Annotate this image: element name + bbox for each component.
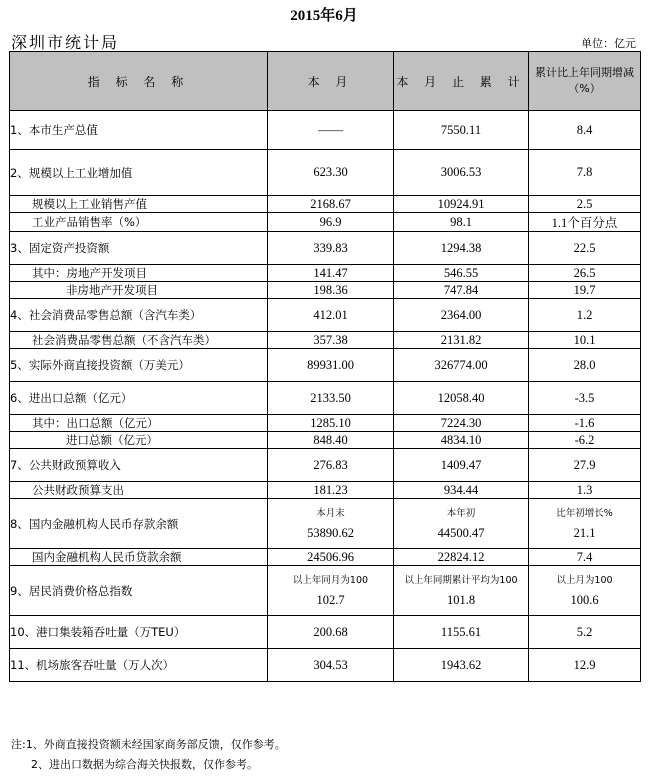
month-value: 200.68 bbox=[268, 616, 394, 649]
cumulative-value-number: 101.8 bbox=[446, 592, 476, 607]
change-value-sublabel: 比年初增长% bbox=[556, 507, 613, 519]
table-row bbox=[10, 482, 641, 499]
table-row bbox=[10, 265, 641, 282]
cumulative-value: 326774.00 bbox=[394, 349, 529, 382]
change-value: 26.5 bbox=[529, 265, 641, 282]
table-row bbox=[10, 549, 641, 566]
indicator-name: 4、社会消费品零售总额（含汽车类） bbox=[10, 299, 268, 332]
indicator-name: 规模以上工业销售产值 bbox=[10, 196, 268, 213]
month-value: —— bbox=[268, 111, 394, 150]
indicator-name: 11、机场旅客吞吐量（万人次） bbox=[10, 649, 268, 682]
month-value bbox=[268, 566, 394, 616]
unit-label: 单位：亿元 bbox=[581, 37, 636, 50]
table-row bbox=[10, 332, 641, 349]
col-header-cumulative: 本 月 止 累 计 bbox=[394, 52, 529, 111]
month-value: 2133.50 bbox=[268, 382, 394, 415]
indicator-name: 社会消费品零售总额（不含汽车类） bbox=[10, 332, 268, 349]
table-row bbox=[10, 382, 641, 415]
cumulative-value: 546.55 bbox=[394, 265, 529, 282]
indicator-name: 国内金融机构人民币贷款余额 bbox=[10, 549, 268, 566]
cumulative-value: 2131.82 bbox=[394, 332, 529, 349]
change-value: 2.5 bbox=[529, 196, 641, 213]
report-date-title: 2015年6月 bbox=[290, 8, 358, 24]
month-value: 89931.00 bbox=[268, 349, 394, 382]
change-value: -6.2 bbox=[529, 432, 641, 449]
month-value: 304.53 bbox=[268, 649, 394, 682]
change-value: 7.4 bbox=[529, 549, 641, 566]
table-row bbox=[10, 349, 641, 382]
col-header-indicator: 指 标 名 称 bbox=[10, 52, 268, 111]
month-value: 339.83 bbox=[268, 232, 394, 265]
month-value: 96.9 bbox=[268, 213, 394, 232]
month-value-sublabel: 以上年同月为100 bbox=[292, 574, 369, 586]
cumulative-value-number: 44500.47 bbox=[437, 525, 485, 540]
table-row bbox=[10, 232, 641, 265]
table-row bbox=[10, 150, 641, 196]
table-row bbox=[10, 499, 641, 549]
month-value: 623.30 bbox=[268, 150, 394, 196]
month-value-sublabel: 本月末 bbox=[316, 507, 345, 519]
indicator-name: 7、公共财政预算收入 bbox=[10, 449, 268, 482]
month-value: 141.47 bbox=[268, 265, 394, 282]
month-value: 2168.67 bbox=[268, 196, 394, 213]
month-value bbox=[268, 499, 394, 549]
cumulative-value: 4834.10 bbox=[394, 432, 529, 449]
table-row bbox=[10, 432, 641, 449]
change-value: 8.4 bbox=[529, 111, 641, 150]
change-value: 19.7 bbox=[529, 282, 641, 299]
table-row bbox=[10, 282, 641, 299]
change-value: 12.9 bbox=[529, 649, 641, 682]
table-row bbox=[10, 415, 641, 432]
indicator-name: 进口总额（亿元） bbox=[10, 432, 268, 449]
table-row bbox=[10, 449, 641, 482]
change-value: 27.9 bbox=[529, 449, 641, 482]
month-value-number: 53890.62 bbox=[307, 525, 354, 540]
change-value: -3.5 bbox=[529, 382, 641, 415]
indicator-name: 2、规模以上工业增加值 bbox=[10, 150, 268, 196]
table-row bbox=[10, 299, 641, 332]
footnote-2: 2、进出口数据为综合海关快报数，仅作参考。 bbox=[31, 758, 258, 771]
month-value: 848.40 bbox=[268, 432, 394, 449]
indicator-name: 工业产品销售率（%） bbox=[10, 213, 268, 232]
cumulative-value: 1294.38 bbox=[394, 232, 529, 265]
table-row bbox=[10, 649, 641, 682]
indicator-name: 其中：出口总额（亿元） bbox=[10, 415, 268, 432]
cumulative-value: 7224.30 bbox=[394, 415, 529, 432]
cumulative-value: 12058.40 bbox=[394, 382, 529, 415]
change-value: 1.3 bbox=[529, 482, 641, 499]
cumulative-value bbox=[394, 566, 529, 616]
indicator-name: 非房地产开发项目 bbox=[10, 282, 268, 299]
indicator-name: 10、港口集装箱吞吐量（万TEU） bbox=[10, 616, 268, 649]
month-value: 412.01 bbox=[268, 299, 394, 332]
indicator-name: 8、国内金融机构人民币存款余额 bbox=[10, 499, 268, 549]
change-value: -1.6 bbox=[529, 415, 641, 432]
cumulative-value: 2364.00 bbox=[394, 299, 529, 332]
change-value bbox=[529, 499, 641, 549]
month-value: 181.23 bbox=[268, 482, 394, 499]
footnote-1: 注:1、外商直接投资额未经国家商务部反馈，仅作参考。 bbox=[11, 738, 286, 751]
indicator-name: 9、居民消费价格总指数 bbox=[10, 566, 268, 616]
month-value: 24506.96 bbox=[268, 549, 394, 566]
indicator-name: 公共财政预算支出 bbox=[10, 482, 268, 499]
cumulative-value: 747.84 bbox=[394, 282, 529, 299]
cumulative-value: 1155.61 bbox=[394, 616, 529, 649]
change-value-sublabel: 以上月为100 bbox=[556, 574, 613, 586]
cumulative-value: 10924.91 bbox=[394, 196, 529, 213]
change-value: 28.0 bbox=[529, 349, 641, 382]
change-value: 22.5 bbox=[529, 232, 641, 265]
month-value: 1285.10 bbox=[268, 415, 394, 432]
month-value: 276.83 bbox=[268, 449, 394, 482]
indicator-name: 6、进出口总额（亿元） bbox=[10, 382, 268, 415]
change-value: 1.1个百分点 bbox=[529, 213, 641, 232]
col-header-month: 本 月 bbox=[268, 52, 394, 111]
indicator-name: 3、固定资产投资额 bbox=[10, 232, 268, 265]
indicator-name: 5、实际外商直接投资额（万美元） bbox=[10, 349, 268, 382]
cumulative-value-sublabel: 以上年同期累计平均为100 bbox=[404, 574, 518, 586]
table-row bbox=[10, 566, 641, 616]
month-value: 357.38 bbox=[268, 332, 394, 349]
col-header-change: 累计比上年同期增减（%） bbox=[529, 52, 641, 111]
cumulative-value: 98.1 bbox=[394, 213, 529, 232]
month-value: 198.36 bbox=[268, 282, 394, 299]
cumulative-value: 7550.11 bbox=[394, 111, 529, 150]
table-row bbox=[10, 213, 641, 232]
footnotes bbox=[11, 735, 286, 775]
cumulative-value: 3006.53 bbox=[394, 150, 529, 196]
table-row bbox=[10, 196, 641, 213]
cumulative-value-sublabel: 本年初 bbox=[446, 507, 476, 519]
cumulative-value: 934.44 bbox=[394, 482, 529, 499]
table-row bbox=[10, 616, 641, 649]
cumulative-value bbox=[394, 499, 529, 549]
cumulative-value: 22824.12 bbox=[394, 549, 529, 566]
statistics-table bbox=[9, 51, 641, 682]
change-value-number: 100.6 bbox=[570, 592, 599, 607]
change-value: 1.2 bbox=[529, 299, 641, 332]
change-value bbox=[529, 566, 641, 616]
change-value: 5.2 bbox=[529, 616, 641, 649]
table-row bbox=[10, 111, 641, 150]
header-row bbox=[10, 52, 641, 111]
month-value-number: 102.7 bbox=[316, 592, 345, 607]
org-name: 深圳市统计局 bbox=[11, 33, 120, 52]
change-value: 7.8 bbox=[529, 150, 641, 196]
change-value: 10.1 bbox=[529, 332, 641, 349]
change-value-number: 21.1 bbox=[573, 525, 596, 540]
cumulative-value: 1943.62 bbox=[394, 649, 529, 682]
cumulative-value: 1409.47 bbox=[394, 449, 529, 482]
indicator-name: 1、本市生产总值 bbox=[10, 111, 268, 150]
indicator-name: 其中：房地产开发项目 bbox=[10, 265, 268, 282]
